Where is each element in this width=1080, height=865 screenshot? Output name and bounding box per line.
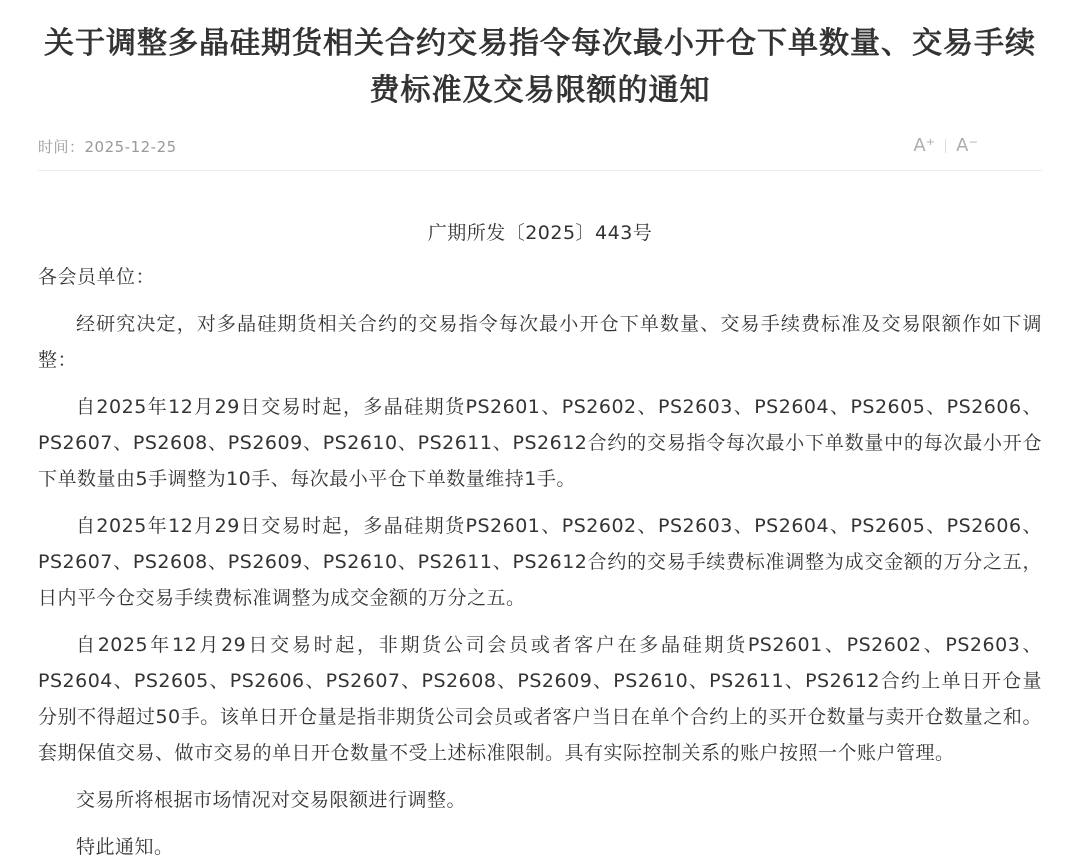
header-divider [38, 170, 1042, 171]
font-decrease-button[interactable]: A⁻ [946, 135, 988, 157]
notice-paragraph-closing: 特此通知。 [76, 836, 174, 858]
notice-paragraph-intro: 经研究决定，对多晶硅期货相关合约的交易指令每次最小开仓下单数量、交易手续费标准及交易限额作如下调整： [38, 313, 1042, 371]
meta-row [38, 135, 1042, 157]
font-increase-button[interactable]: A⁺ [903, 135, 945, 157]
page-title: 关于调整多晶硅期货相关合约交易指令每次最小开仓下单数量、交易手续费标准及交易限额的通知 [44, 26, 1036, 108]
notice-paragraph-min-order-qty: 自2025年12月29日交易时起，多晶硅期货PS2601、PS2602、PS2603、PS2604、PS2605、PS2606、PS2607、PS2608、PS2609、PS2610、PS2611、PS2612合约的交易指令每次最小下单数量中的每次最小开仓下单数量由5手调整为10手、每次最小平仓下单数量维持1手。 [38, 396, 1042, 490]
notice-paragraph-adjustment-note: 交易所将根据市场情况对交易限额进行调整。 [76, 789, 467, 811]
notice-paragraph-trading-limit: 自2025年12月29日交易时起，非期货公司会员或者客户在多晶硅期货PS2601、PS2602、PS2603、PS2604、PS2605、PS2606、PS2607、PS2608、PS2609、PS2610、PS2611、PS2612合约上单日开仓量分别不得超过50手。该单日开仓量是指非期货公司会员或者客户当日在单个合约上的买开仓数量与卖开仓数量之和。套期保值交易、做市交易的单日开仓数量不受上述标准限制。具有实际控制关系的账户按照一个账户管理。 [38, 634, 1042, 764]
notice-paragraph-fee-standard: 自2025年12月29日交易时起，多晶硅期货PS2601、PS2602、PS2603、PS2604、PS2605、PS2606、PS2607、PS2608、PS2609、PS2610、PS2611、PS2612合约的交易手续费标准调整为成交金额的万分之五，日内平今仓交易手续费标准调整为成交金额的万分之五。 [38, 515, 1042, 609]
document-number: 广期所发〔2025〕443号 [427, 222, 653, 244]
font-size-controls [903, 135, 988, 157]
article-body [38, 215, 1042, 865]
salutation: 各会员单位： [38, 266, 156, 288]
notice-page [0, 20, 1080, 860]
publish-time: 时间：2025-12-25 [38, 137, 177, 156]
